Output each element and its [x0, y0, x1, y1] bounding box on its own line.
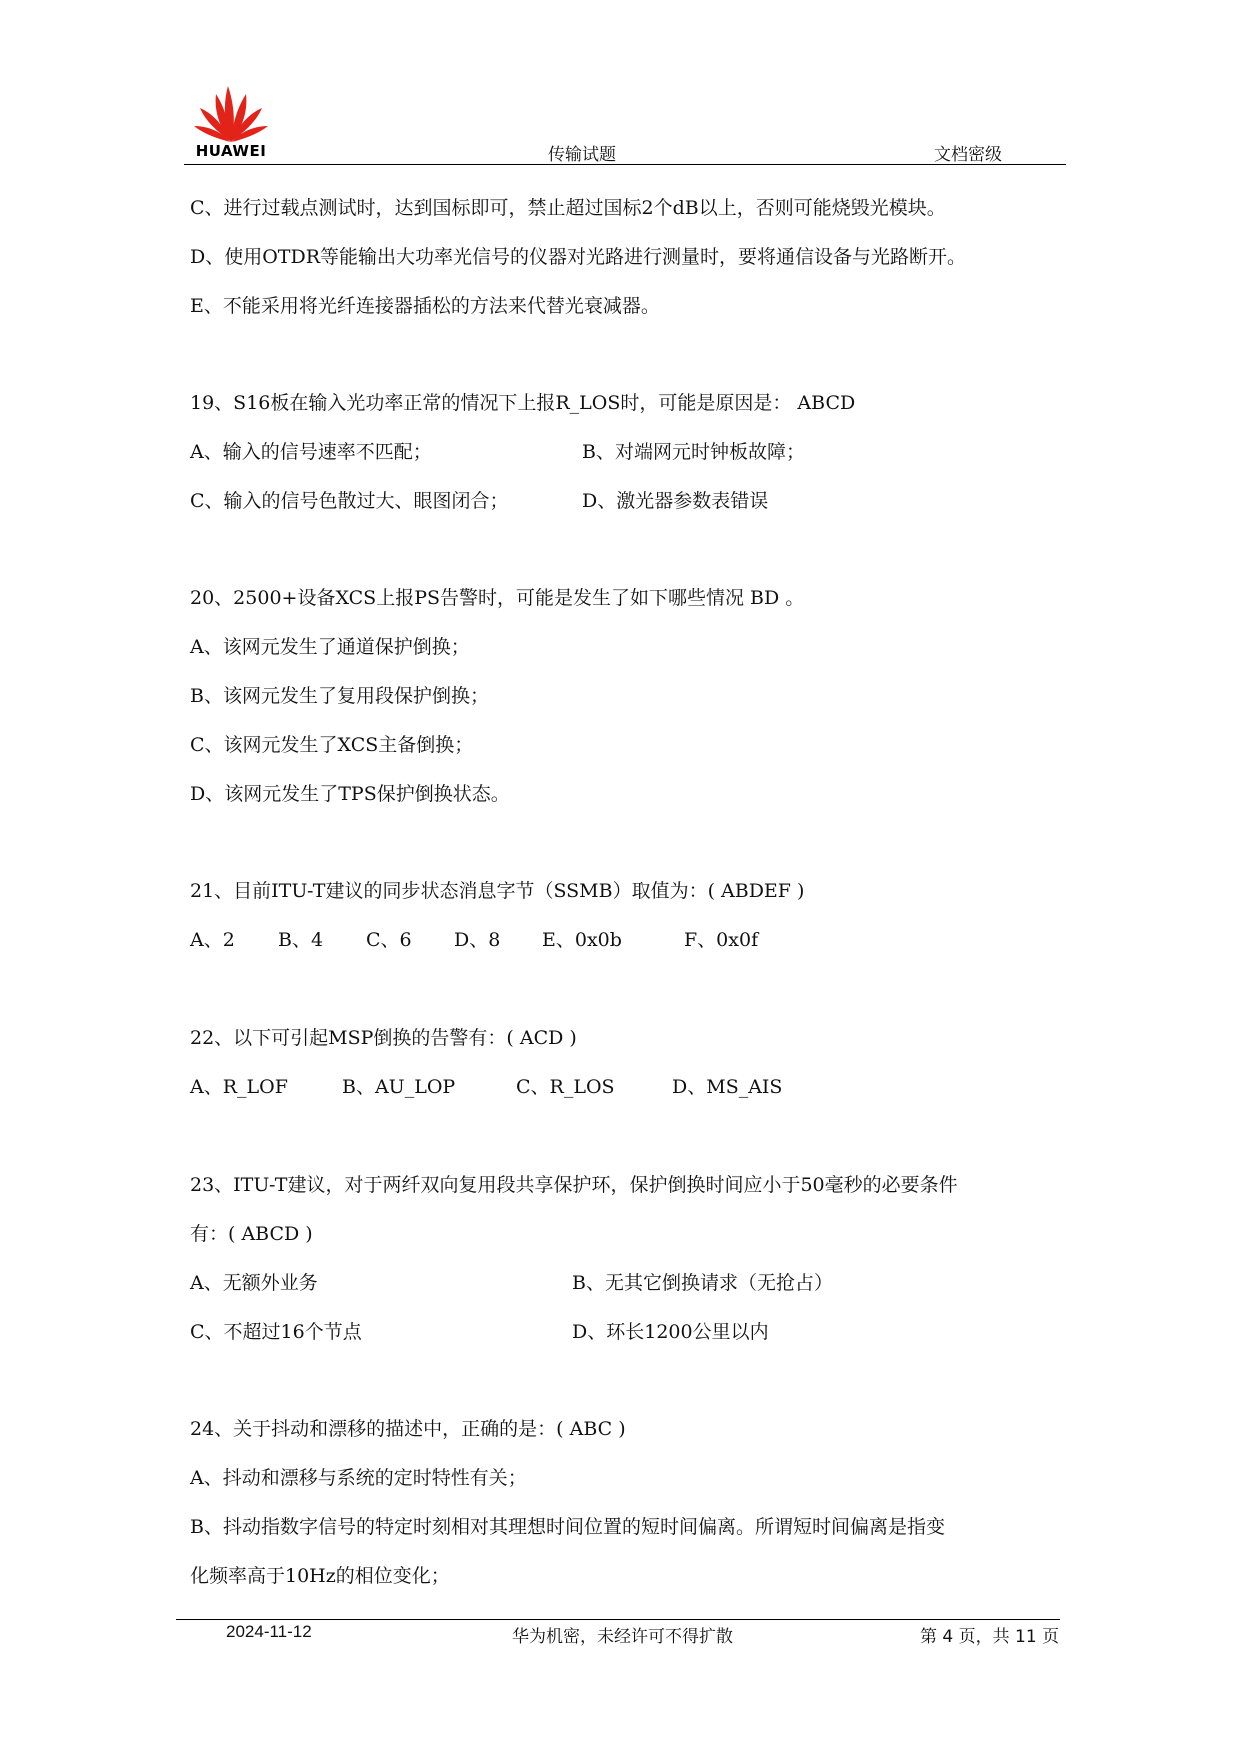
question-23-continued: 有：( ABCD ) — [190, 1223, 313, 1245]
q21-option-e: E、0x0b — [542, 929, 622, 951]
q20-option-c: C、该网元发生了XCS主备倒换； — [190, 734, 474, 756]
q21-option-d: D、8 — [454, 929, 501, 951]
option-d-otdr: D、使用OTDR等能输出大功率光信号的仪器对光路进行测量时，要将通信设备与光路断开。 — [190, 246, 967, 268]
question-20: 20、2500+设备XCS上报PS告警时，可能是发生了如下哪些情况 BD 。 — [190, 587, 805, 609]
q20-option-b: B、该网元发生了复用段保护倒换； — [190, 685, 489, 707]
q22-option-d: D、MS_AIS — [672, 1076, 783, 1098]
option-c-overload: C、进行过载点测试时，达到国标即可，禁止超过国标2个dB以上，否则可能烧毁光模块。 — [190, 197, 946, 219]
q22-option-b: B、AU_LOP — [342, 1076, 456, 1098]
q21-option-a: A、2 — [190, 929, 235, 951]
q24-option-b: B、抖动指数字信号的特定时刻相对其理想时间位置的短时间偏离。所谓短时间偏离是指变 — [190, 1516, 945, 1538]
q22-option-a: A、R_LOF — [190, 1076, 288, 1098]
question-22: 22、以下可引起MSP倒换的告警有：( ACD ) — [190, 1027, 577, 1049]
q20-option-a: A、该网元发生了通道保护倒换； — [190, 636, 470, 658]
question-21: 21、目前ITU-T建议的同步状态消息字节（SSMB）取值为：( ABDEF ) — [190, 880, 805, 902]
question-23: 23、ITU-T建议，对于两纤双向复用段共享保护环，保护倒换时间应小于50毫秒的必要条件 — [190, 1174, 958, 1196]
q19-option-a: A、输入的信号速率不匹配； — [190, 441, 432, 463]
q23-option-c: C、不超过16个节点 — [190, 1321, 362, 1343]
footer-confidential-notice: 华为机密，未经许可不得扩散 — [512, 1627, 733, 1647]
q23-option-b: B、无其它倒换请求（无抢占） — [572, 1272, 833, 1294]
header-divider — [184, 164, 1066, 165]
q21-option-c: C、6 — [366, 929, 412, 951]
header-classification: 文档密级 — [934, 145, 1002, 165]
q23-option-a: A、无额外业务 — [190, 1272, 318, 1294]
question-19: 19、S16板在输入光功率正常的情况下上报R_LOS时，可能是原因是： ABCD — [190, 392, 856, 414]
q20-option-d: D、该网元发生了TPS保护倒换状态。 — [190, 783, 510, 805]
option-e-connector: E、不能采用将光纤连接器插松的方法来代替光衰减器。 — [190, 295, 660, 317]
q24-option-a: A、抖动和漂移与系统的定时特性有关； — [190, 1467, 527, 1489]
footer-date: 2024-11-12 — [226, 1622, 312, 1641]
logo-wordmark: HUAWEI — [195, 142, 267, 160]
huawei-petals-icon — [194, 84, 268, 142]
q22-option-c: C、R_LOS — [516, 1076, 615, 1098]
question-24: 24、关于抖动和漂移的描述中，正确的是：( ABC ) — [190, 1418, 626, 1440]
q23-option-d: D、环长1200公里以内 — [572, 1321, 769, 1343]
huawei-logo — [186, 84, 276, 160]
q21-option-f: F、0x0f — [684, 929, 759, 951]
q19-option-c: C、输入的信号色散过大、眼图闭合； — [190, 490, 509, 512]
header-title: 传输试题 — [548, 145, 616, 165]
q24-option-b-continued: 化频率高于10Hz的相位变化； — [190, 1565, 450, 1587]
footer-divider — [176, 1619, 1060, 1620]
q19-option-d: D、激光器参数表错误 — [582, 490, 769, 512]
footer-page-number: 第 4 页，共 11 页 — [920, 1627, 1060, 1647]
q19-option-b: B、对端网元时钟板故障； — [582, 441, 805, 463]
q21-option-b: B、4 — [278, 929, 324, 951]
